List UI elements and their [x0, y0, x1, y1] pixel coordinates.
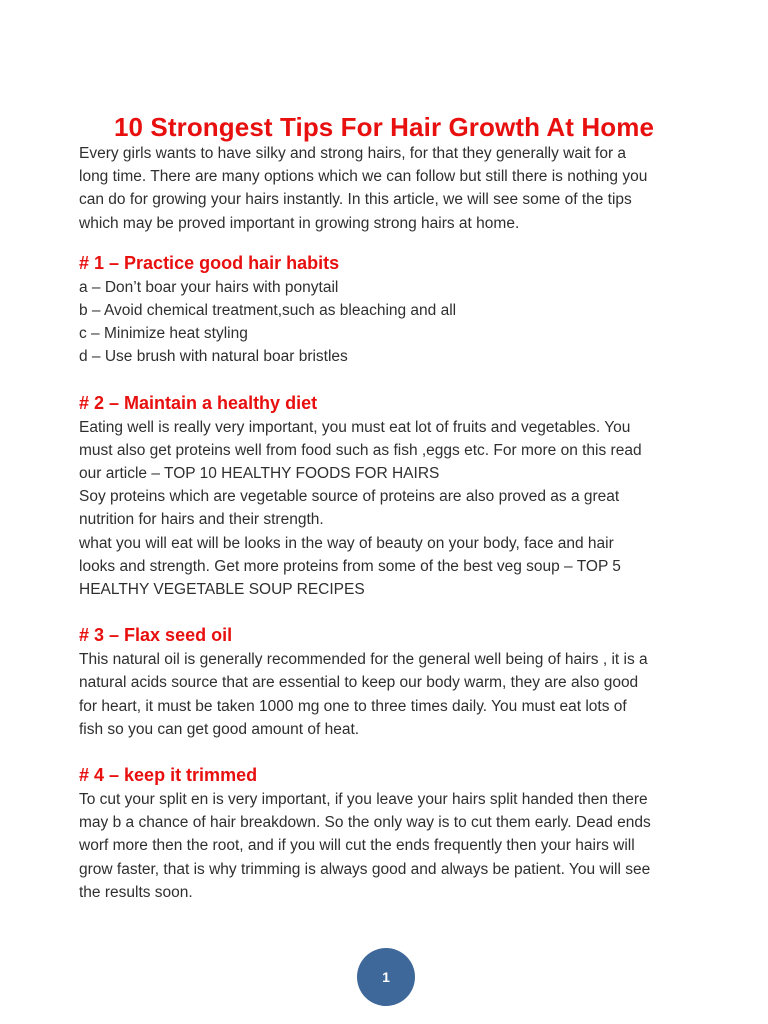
section-text — [79, 276, 699, 369]
section-hair-habits — [79, 251, 699, 369]
list-item: d – Use brush with natural boar bristles — [79, 348, 348, 366]
section-heading: # 4 – keep it trimmed — [79, 765, 258, 786]
intro-line: which may be proved important in growing strong hairs at home. — [79, 214, 520, 232]
section-heading: # 1 – Practice good hair habits — [79, 252, 340, 273]
section-healthy-diet — [79, 391, 699, 602]
text-line: worf more then the root, and if you will cut the ends frequently then your hairs will — [79, 837, 635, 855]
section-heading: # 2 – Maintain a healthy diet — [79, 392, 318, 413]
section-flax-seed-oil — [79, 623, 699, 741]
text-line: our article – TOP 10 HEALTHY FOODS FOR HAIRS — [79, 465, 440, 483]
section-text — [79, 416, 699, 602]
text-line: fish so you can get good amount of heat. — [79, 720, 360, 738]
section-text — [79, 648, 699, 741]
text-line: for heart, it must be taken 1000 mg one to three times daily. You must eat lots of — [79, 697, 627, 715]
page-number: 1 — [382, 969, 390, 985]
text-line: natural acids source that are essential to keep our body warm, they are also good — [79, 674, 639, 692]
text-line: To cut your split en is very important, if you leave your hairs split handed then there — [79, 791, 648, 809]
list-item: c – Minimize heat styling — [79, 325, 248, 343]
list-item: b – Avoid chemical treatment,such as bleaching and all — [79, 302, 457, 320]
section-heading: # 3 – Flax seed oil — [79, 625, 233, 646]
text-line: Eating well is really very important, you must eat lot of fruits and vegetables. You — [79, 418, 631, 436]
text-line: what you will eat will be looks in the way of beauty on your body, face and hair — [79, 534, 614, 552]
text-line: may b a chance of hair breakdown. So the only way is to cut them early. Dead ends — [79, 814, 651, 832]
text-line: nutrition for hairs and their strength. — [79, 511, 324, 529]
document-title: 10 Strongest Tips For Hair Growth At Home — [113, 112, 655, 143]
text-line: Soy proteins which are vegetable source of proteins are also proved as a great — [79, 488, 620, 506]
page-number-badge — [357, 948, 415, 1006]
text-line: looks and strength. Get more proteins from some of the best veg soup – TOP 5 — [79, 557, 621, 575]
intro-line: Every girls wants to have silky and strong hairs, for that they generally wait for a — [79, 145, 627, 162]
document-body — [79, 142, 699, 904]
text-line: This natural oil is generally recommended for the general well being of hairs , it is a — [79, 651, 648, 669]
intro-line: can do for growing your hairs instantly. In this article, we will see some of the tips — [79, 191, 632, 209]
intro-paragraph — [79, 142, 699, 235]
text-line: the results soon. — [79, 883, 193, 901]
section-keep-trimmed — [79, 763, 699, 904]
section-text — [79, 788, 699, 904]
text-line: grow faster, that is why trimming is always good and always be patient. You will see — [79, 860, 651, 878]
intro-line: long time. There are many options which we can follow but still there is nothing you — [79, 168, 648, 186]
list-item: a – Don’t boar your hairs with ponytail — [79, 278, 339, 296]
text-line: must also get proteins well from food such as fish ,eggs etc. For more on this read — [79, 441, 642, 459]
text-line: HEALTHY VEGETABLE SOUP RECIPES — [79, 581, 365, 599]
